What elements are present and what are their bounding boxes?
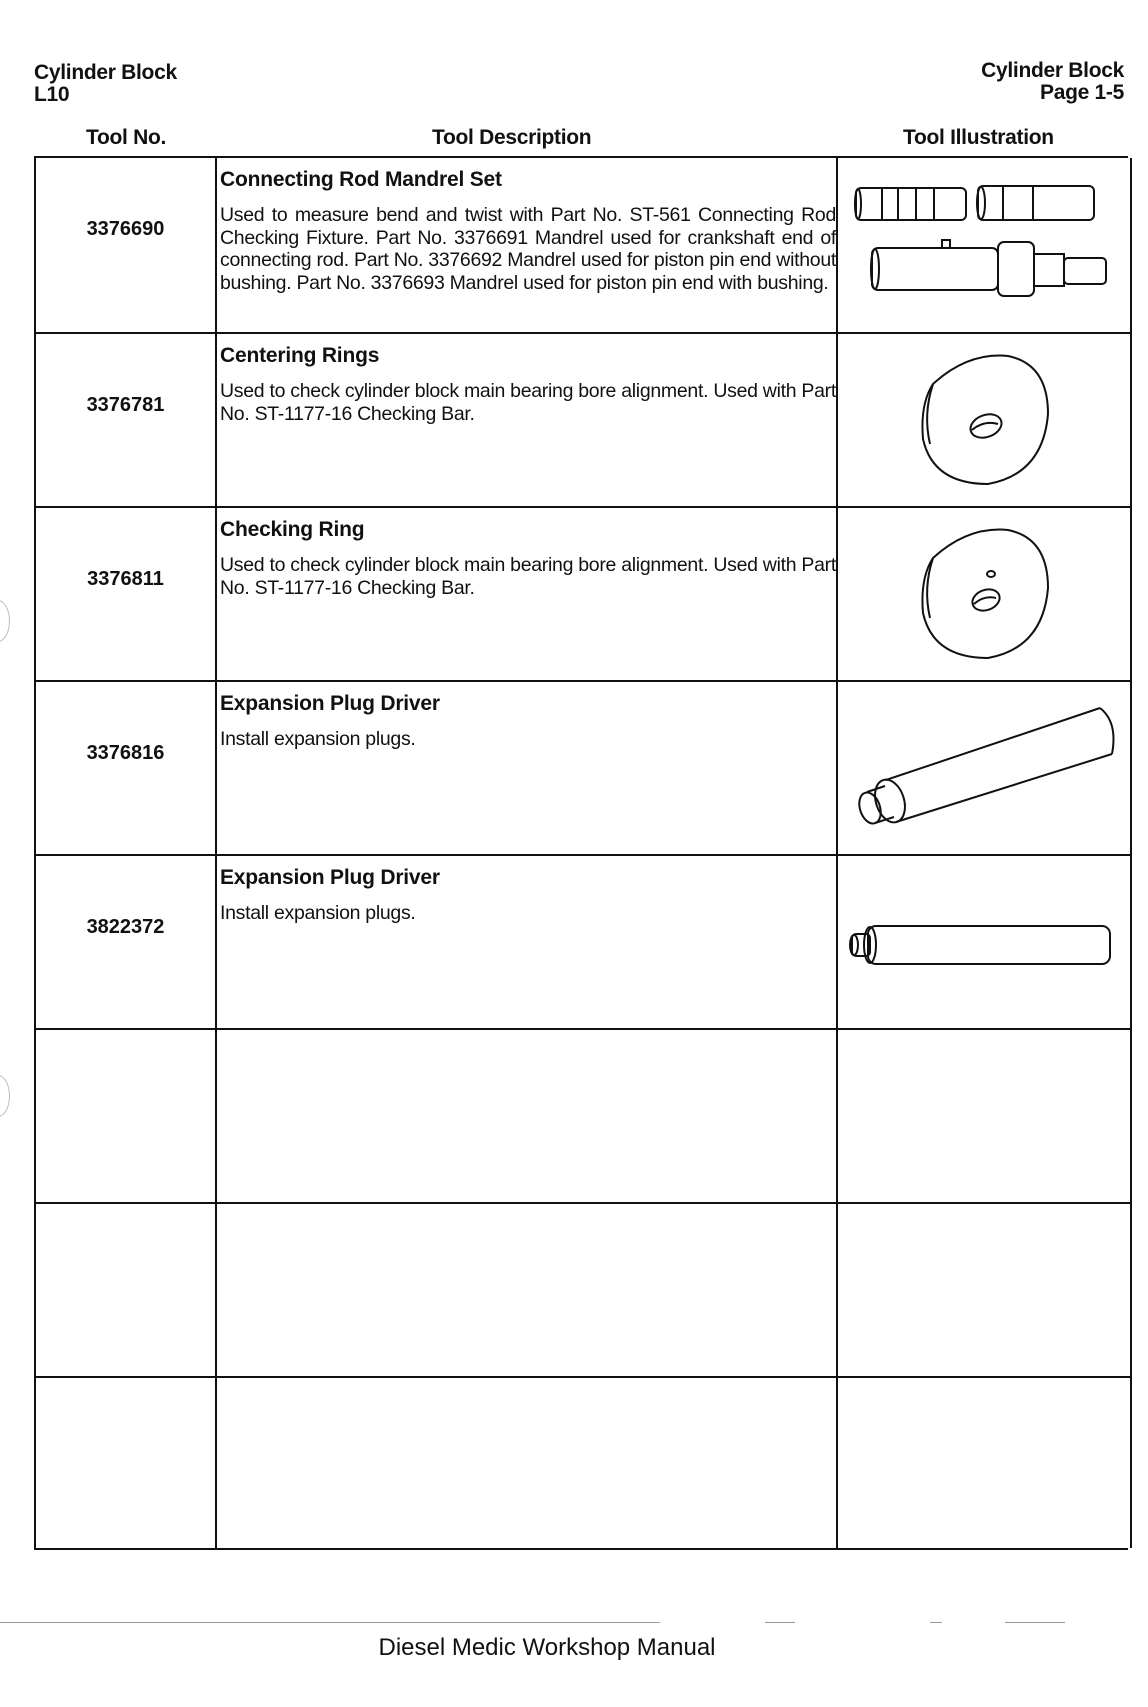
table-row	[36, 1202, 1132, 1377]
table-row	[36, 1376, 1132, 1548]
header-right	[981, 60, 1124, 104]
plug-driver-small-illustration	[838, 856, 1130, 1029]
tool-number: 3376781	[86, 394, 165, 416]
table-row	[36, 1028, 1132, 1203]
footer-rule	[930, 1622, 942, 1623]
table-row	[36, 854, 1132, 1029]
tool-title: Connecting Rod Mandrel Set	[220, 168, 502, 191]
header-right-title: Cylinder Block	[981, 59, 1124, 82]
header-left-title: Cylinder Block	[34, 61, 177, 84]
footer-text: Diesel Medic Workshop Manual	[378, 1634, 716, 1661]
tool-title: Expansion Plug Driver	[220, 866, 440, 889]
tool-title: Checking Ring	[220, 518, 365, 541]
tool-description	[220, 344, 836, 425]
binder-hole-mark	[0, 1075, 10, 1117]
tool-number: 3376811	[87, 568, 164, 590]
column-header-tool-no: Tool No.	[86, 126, 167, 149]
footer-rule	[1005, 1622, 1065, 1623]
column-header-description: Tool Description	[432, 126, 592, 149]
header-left-subtitle: L10	[34, 83, 70, 106]
tool-title: Expansion Plug Driver	[220, 692, 440, 715]
plug-driver-large-illustration	[838, 682, 1130, 855]
footer-rule	[765, 1622, 795, 1623]
tool-text: Used to measure bend and twist with Part No. ST-561 Connecting Rod Checking Fixture. Part No. 3376691 Mandrel used for crankshaft end of connecting rod. Part No. 3376692 Mandrel used for piston pin end without bushing. Part No. 3376693 Mandrel used for piston pin end with bushing.	[220, 204, 836, 294]
column-header-illustration: Tool Illustration	[903, 126, 1054, 149]
tool-number: 3376690	[86, 218, 165, 240]
tool-text: Install expansion plugs.	[220, 728, 416, 750]
table-row	[36, 680, 1132, 855]
tool-number: 3822372	[86, 916, 165, 938]
tool-number: 3376816	[86, 742, 165, 764]
binder-hole-mark	[0, 600, 10, 642]
tool-description	[220, 866, 836, 925]
header-left	[34, 62, 177, 106]
table-row	[36, 332, 1132, 507]
tool-text: Install expansion plugs.	[220, 902, 416, 924]
checking-ring-illustration	[838, 508, 1130, 681]
tool-text: Used to check cylinder block main bearing bore alignment. Used with Part No. ST-1177-16 Checking Bar.	[220, 380, 836, 425]
tool-description	[220, 168, 836, 294]
mandrel-set-illustration	[838, 158, 1130, 333]
centering-ring-illustration	[838, 334, 1130, 507]
tool-description	[220, 692, 836, 751]
tool-description	[220, 518, 836, 599]
header-right-page: Page 1-5	[1040, 81, 1124, 104]
tool-text: Used to check cylinder block main bearing bore alignment. Used with Part No. ST-1177-16 Checking Bar.	[220, 554, 836, 599]
table-row	[36, 158, 1132, 333]
tools-table	[34, 156, 1128, 1550]
tool-title: Centering Rings	[220, 344, 380, 367]
table-row	[36, 506, 1132, 681]
footer-rule	[0, 1622, 660, 1623]
